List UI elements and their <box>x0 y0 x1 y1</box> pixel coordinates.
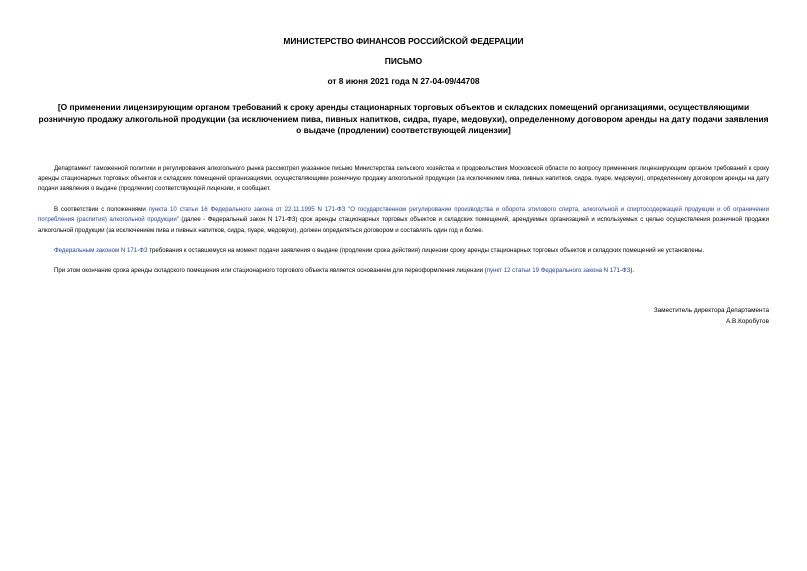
paragraph-2-text: (далее - Федеральный закон N 171-ФЗ) срок аренды стационарных торговых объектов и складских помещений, арендуемых организацией и используемых с целью осуществления розничной продажи алкогольной продукции (за исключением пива и пивных напитков, сидра, пуаре, медовухи), должен определяться договором и составлять один год и более. <box>38 216 770 234</box>
signatory-name: А.В.Коробутов <box>726 317 769 325</box>
document-page <box>38 0 769 327</box>
paragraph-3-text: требования к оставшемуся на момент подачи заявления о выдаче (продлении срока действия) лицензии сроку аренды стационарных торговых объектов и складских помещений не установлены. <box>147 246 705 254</box>
document-type: ПИСЬМО <box>384 56 423 66</box>
law-171-fz-article-19-link[interactable]: пункт 12 статьи 19 Федерального закона N 171-ФЗ <box>486 267 631 275</box>
paragraph-2 <box>38 205 769 236</box>
document-date-number: от 8 июня 2021 года N 27-04-09/44708 <box>327 76 480 86</box>
paragraph-4-text: При этом окончание срока аренды складского помещения или стационарного торгового объекта является основанием для переоформления лицензии ( <box>54 267 487 275</box>
signatory-position: Заместитель директора Департамента <box>653 306 769 314</box>
paragraph-3 <box>38 246 769 256</box>
paragraph-4 <box>38 266 769 276</box>
paragraph-1: Департамент таможенной политики и регулирования алкогольного рынка рассмотрел указанное письмо Министерства сельского хозяйства и продовольствия Московской области по вопросу применения лицензирующим органом требований к сроку аренды стационарных торговых объектов и складских помещений организациями, осуществляющими розничную продажу алкогольной продукции (за исключением пива, пивных напитков, сидра, пуаре, медовухи), определенному договором аренды на дату подачи заявления о выдаче (продлении) соответствующей лицензии, и сообщает. <box>38 164 769 193</box>
document-title: [О применении лицензирующим органом требований к сроку аренды стационарных торговых объектов и складских помещений организациями, осуществляющими розничную продажу алкогольной продукции (за исключением пива, пивных напитков, сидра, пуаре, медовухи), определенному договором аренды на дату подачи заявления о выдаче (продлении) соответствующей лицензии] <box>38 102 769 135</box>
law-171-fz-article-16-link[interactable]: пункта 10 статьи 16 Федерального закона от 22.11.1995 N 171-ФЗ "О государственном регулировании производства и оборота этилового спирта, алкогольной и спиртосодержащей продукции и об ограничении потребления (распития) алкогольной продукции" <box>38 205 769 224</box>
paragraph-2-intro: В соответствии с положениями <box>54 205 149 213</box>
paragraph-4-closing: ). <box>630 267 635 275</box>
ministry-heading: МИНИСТЕРСТВО ФИНАНСОВ РОССИЙСКОЙ ФЕДЕРАЦИИ <box>283 36 524 46</box>
law-171-fz-link[interactable]: Федеральным законом N 171-ФЗ <box>54 246 148 254</box>
